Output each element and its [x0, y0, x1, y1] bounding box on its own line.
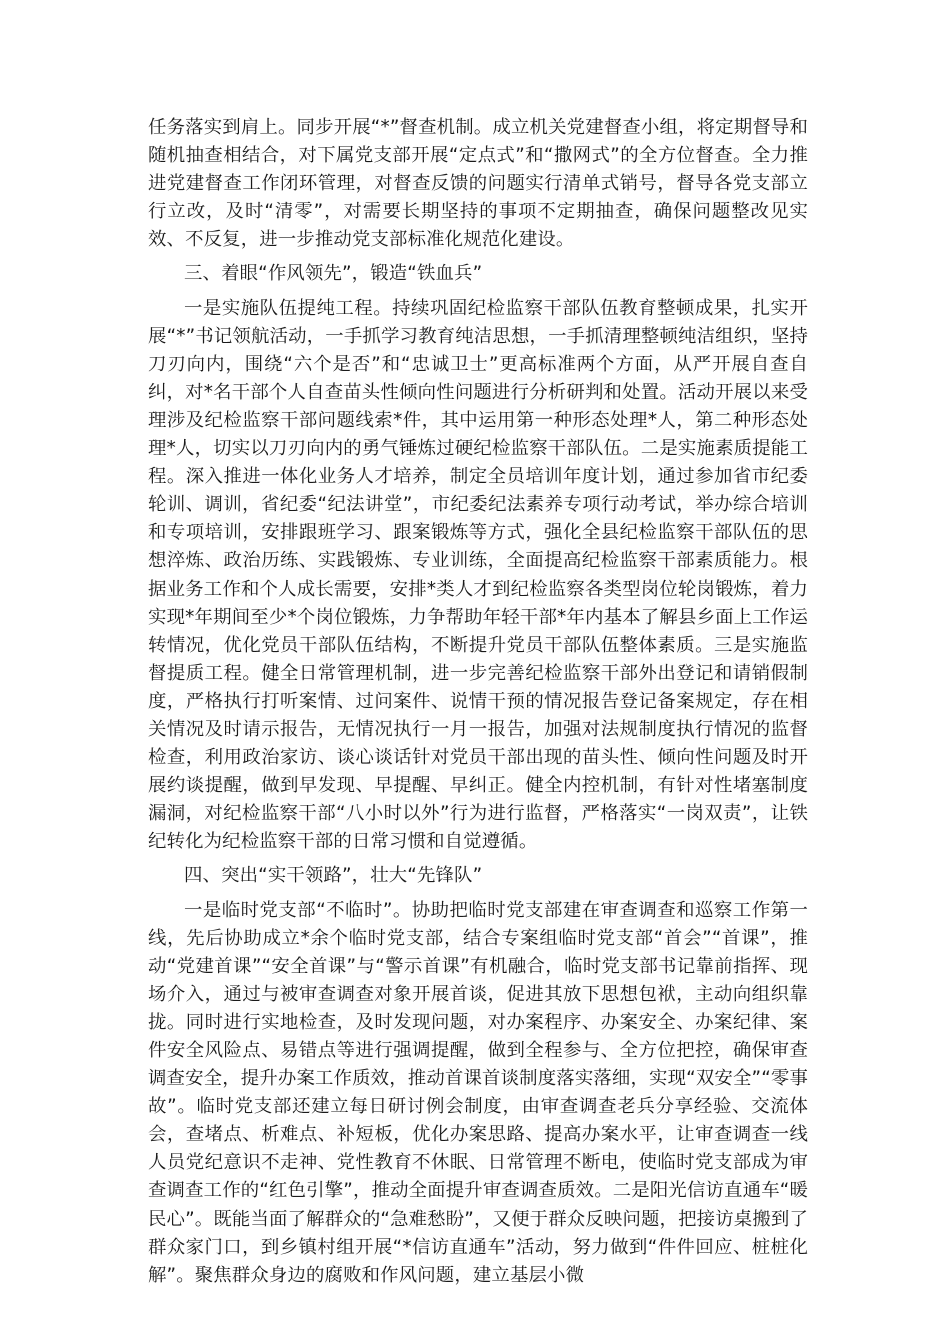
section-heading-four: 四、突出“实干领路”，壮大“先锋队”: [184, 865, 483, 887]
paragraph-section-four: 一是临时党支部“不临时”。协助把临时党支部建在审查调查和巡察工作第一线，先后协助成立*余个临时党支部，结合专案组临时党支部“首会”“首课”，推动“党建首课”“安全首课”与“警示首课”有机融合，临时党支部书记靠前指挥、现场介入，通过与被审查调查对象开展首谈，促进其放下思想包袱，主动向组织靠拢。同时进行实地检查，及时发现问题，对办案程序、办案安全、办案纪律、案件安全风险点、易错点等进行强调提醒，做到全程参与、全方位把控，确保审查调查安全，提升办案工作质效，推动首课首谈制度落实落细，实现“双安全”“零事故”。临时党支部还建立每日研讨例会制度，由审查调查老兵分享经验、交流体会，查堵点、析难点、补短板，优化办案思路、提高办案水平，让审查调查一线人员党纪意识不走神、党性教育不休眠、日常管理不断电，使临时党支部成为审查调查工作的“红色引擎”，推动全面提升审查调查质效。二是阳光信访直通车“暖民心”。既能当面了解群众的“急难愁盼”，又便于群众反映问题，把接访桌搬到了群众家门口，到乡镇村组开展“*信访直通车”活动，努力做到“件件回应、桩桩化解”。聚焦群众身边的腐败和作风问题，建立基层小微: [148, 899, 808, 1286]
document-body: [148, 114, 808, 1290]
paragraph-section-three: 一是实施队伍提纯工程。持续巩固纪检监察干部队伍教育整顿成果，扎实开展“*”书记领航活动，一手抓学习教育纯洁思想，一手抓清理整顿纯洁组织，坚持刀刃向内，围绕“六个是否”和“忠诚卫士”更高标准两个方面，从严开展自查自纠，对*名干部个人自查苗头性倾向性问题进行分析研判和处置。活动开展以来受理涉及纪检监察干部问题线索*件，其中运用第一种形态处理*人，第二种形态处理*人，切实以刀刃向内的勇气锤炼过硬纪检监察干部队伍。二是实施素质提能工程。深入推进一体化业务人才培养，制定全员培训年度计划，通过参加省市纪委轮训、调训，省纪委“纪法讲堂”，市纪委纪法素养专项行动考试，举办综合培训和专项培训，安排跟班学习、跟案锻炼等方式，强化全县纪检监察干部队伍的思想淬炼、政治历练、实践锻炼、专业训练，全面提高纪检监察干部素质能力。根据业务工作和个人成长需要，安排*类人才到纪检监察各类型岗位轮岗锻炼，着力实现*年期间至少*个岗位锻炼，力争帮助年轻干部*年内基本了解县乡面上工作运转情况，优化党员干部队伍结构，不断提升党员干部队伍整体素质。三是实施监督提质工程。健全日常管理机制，进一步完善纪检监察干部外出登记和请销假制度，严格执行打听案情、过问案件、说情干预的情况报告登记备案规定，存在相关情况及时请示报告，无情况执行一月一报告，加强对法规制度执行情况的监督检查，利用政治家访、谈心谈话针对党员干部出现的苗头性、倾向性问题及时开展约谈提醒，做到早发现、早提醒、早纠正。健全内控机制，有针对性堵塞制度漏洞，对纪检监察干部“八小时以外”行为进行监督，严格落实“一岗双责”，让铁纪转化为纪检监察干部的日常习惯和自觉遵循。: [148, 297, 808, 853]
section-heading-three: 三、着眼“作风领先”，锻造“铁血兵”: [184, 263, 483, 285]
paragraph-continued: 任务落实到肩上。同步开展“*”督查机制。成立机关党建督查小组，将定期督导和随机抽查相结合，对下属党支部开展“定点式”和“撒网式”的全方位督查。全力推进党建督查工作闭环管理，对督查反馈的问题实行清单式销号，督导各党支部立行立改，及时“清零”，对需要长期坚持的事项不定期抽查，确保问题整改见实效、不反复，进一步推动党支部标准化规范化建设。: [148, 117, 808, 251]
